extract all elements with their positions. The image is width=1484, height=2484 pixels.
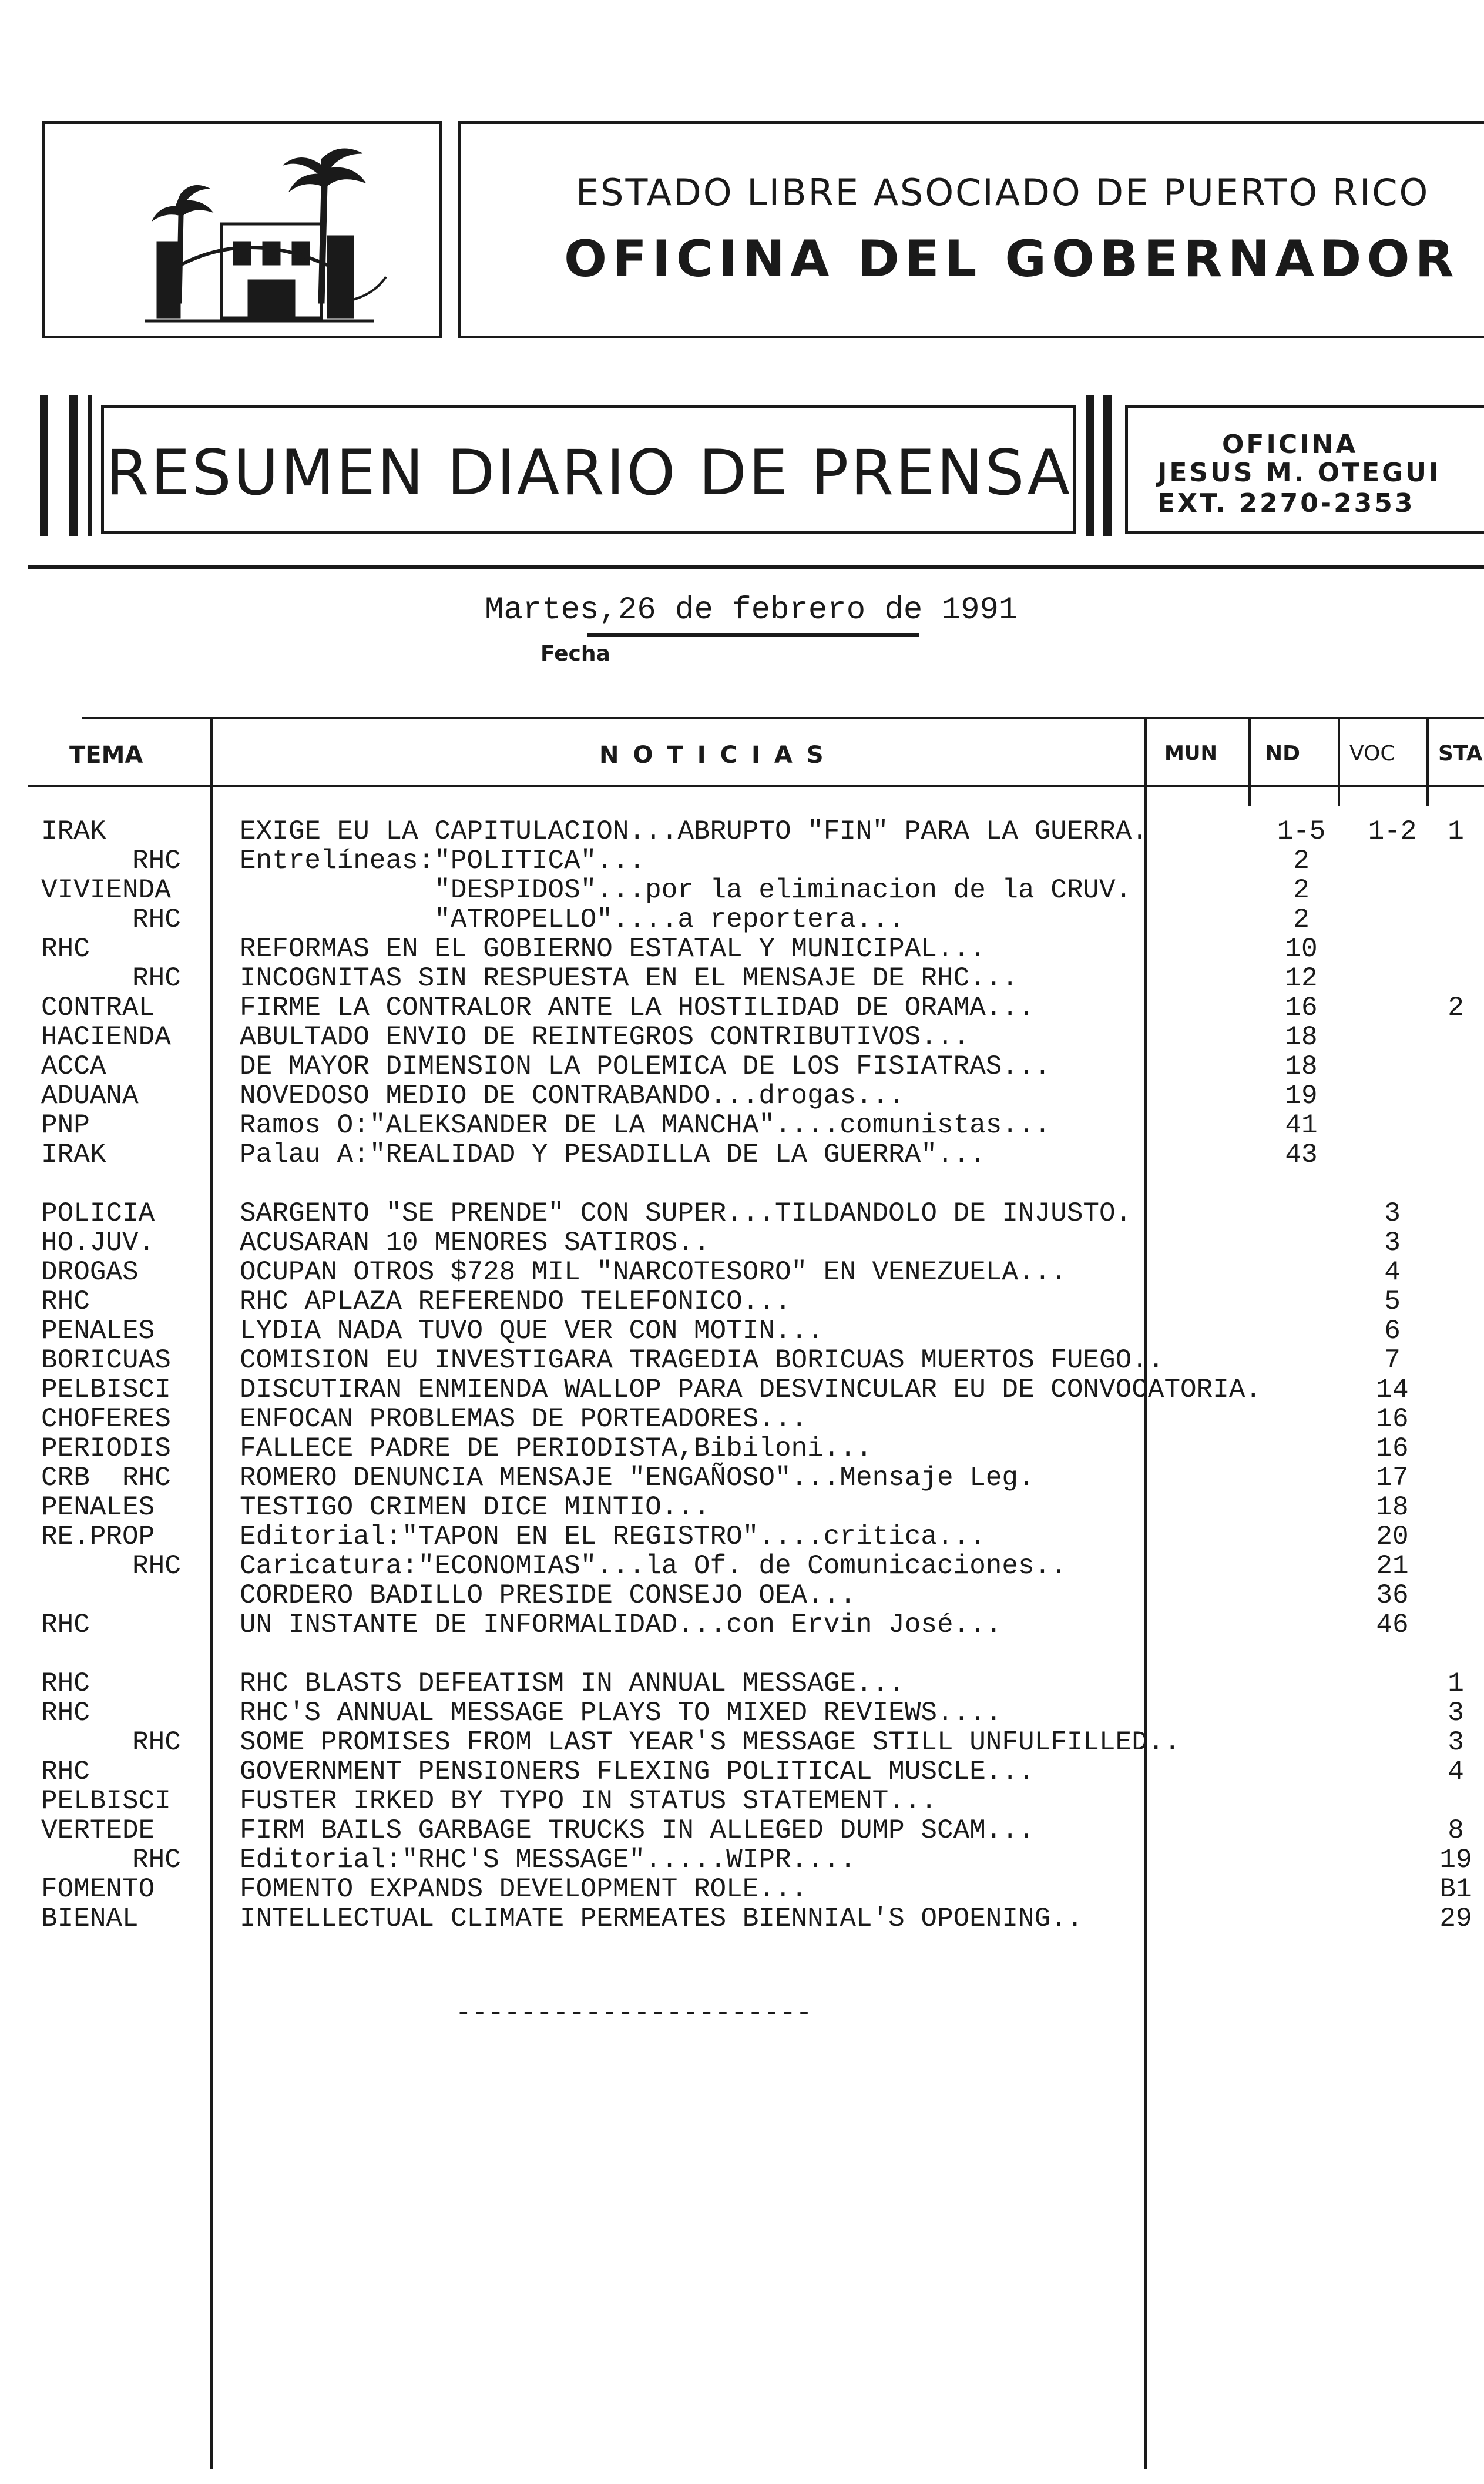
row-star-page: 3 bbox=[1448, 1727, 1464, 1758]
row-headline: FIRME LA CONTRALOR ANTE LA HOSTILIDAD DE ORAMA... bbox=[240, 993, 1035, 1023]
row-topic: RHC bbox=[41, 1610, 90, 1640]
table-row bbox=[0, 1052, 1484, 1081]
table-row bbox=[0, 1316, 1484, 1346]
row-topic: RHC bbox=[132, 1727, 181, 1758]
row-topic: PELBISCI bbox=[41, 1786, 171, 1816]
voc-column-divider bbox=[1426, 718, 1429, 806]
row-voc-page: 6 bbox=[1384, 1316, 1401, 1346]
table-row bbox=[0, 1463, 1484, 1493]
banner-bar-right-2 bbox=[1103, 395, 1112, 536]
press-summary-banner bbox=[101, 405, 1076, 534]
contact-office: OFICINA bbox=[1222, 430, 1358, 460]
table-row bbox=[0, 876, 1484, 905]
row-nd-page: 1-5 bbox=[1277, 816, 1326, 847]
row-topic: RHC bbox=[132, 1551, 181, 1581]
end-of-list-rule: ---------------------- bbox=[455, 1998, 812, 2029]
table-row bbox=[0, 1493, 1484, 1522]
row-topic: VERTEDE bbox=[41, 1815, 155, 1846]
row-headline: FALLECE PADRE DE PERIODISTA,Bibiloni... bbox=[240, 1433, 872, 1464]
row-topic: CONTRAL bbox=[41, 993, 155, 1023]
table-row bbox=[0, 905, 1484, 934]
row-star-page: 1 bbox=[1448, 1668, 1464, 1699]
row-voc-page: 21 bbox=[1376, 1551, 1409, 1581]
row-headline: ROMERO DENUNCIA MENSAJE "ENGAÑOSO"...Mensaje Leg. bbox=[240, 1463, 1035, 1493]
row-headline: COMISION EU INVESTIGARA TRAGEDIA BORICUAS MUERTOS FUEGO.. bbox=[240, 1345, 1164, 1376]
row-nd-page: 18 bbox=[1285, 1051, 1318, 1082]
row-headline: FIRM BAILS GARBAGE TRUCKS IN ALLEGED DUMP SCAM... bbox=[240, 1815, 1035, 1846]
row-headline: "ATROPELLO"....a reportera... bbox=[240, 904, 905, 935]
row-headline: FOMENTO EXPANDS DEVELOPMENT ROLE... bbox=[240, 1874, 808, 1905]
commonwealth-name: ESTADO LIBRE ASOCIADO DE PUERTO RICO bbox=[576, 171, 1430, 214]
row-topic: RHC bbox=[41, 1756, 90, 1787]
contact-extension: EXT. 2270-2353 bbox=[1157, 488, 1415, 518]
row-headline: EXIGE EU LA CAPITULACION...ABRUPTO "FIN" PARA LA GUERRA. bbox=[240, 816, 1148, 847]
row-topic: RHC bbox=[41, 1698, 90, 1728]
row-voc-page: 14 bbox=[1376, 1375, 1409, 1405]
letterhead-title-box bbox=[458, 121, 1484, 338]
report-date: Martes,26 de febrero de 1991 bbox=[485, 592, 1018, 628]
row-voc-page: 3 bbox=[1384, 1228, 1401, 1258]
table-row bbox=[0, 817, 1484, 846]
table-row bbox=[0, 1111, 1484, 1140]
banner-bar-left-3 bbox=[88, 395, 92, 536]
table-row bbox=[0, 1287, 1484, 1316]
row-topic: HO.JUV. bbox=[41, 1228, 155, 1258]
table-row bbox=[0, 1816, 1484, 1845]
table-row bbox=[0, 1228, 1484, 1258]
row-voc-page: 17 bbox=[1376, 1463, 1409, 1493]
row-headline: ABULTADO ENVIO DE REINTEGROS CONTRIBUTIVOS... bbox=[240, 1022, 970, 1052]
row-headline: OCUPAN OTROS $728 MIL "NARCOTESORO" EN VENEZUELA... bbox=[240, 1257, 1067, 1288]
row-topic: PENALES bbox=[41, 1316, 155, 1346]
table-row bbox=[0, 1845, 1484, 1875]
row-nd-page: 2 bbox=[1293, 846, 1310, 876]
row-headline: INCOGNITAS SIN RESPUESTA EN EL MENSAJE DE RHC... bbox=[240, 963, 1019, 994]
row-headline: GOVERNMENT PENSIONERS FLEXING POLITICAL MUSCLE... bbox=[240, 1756, 1035, 1787]
row-topic: CRB RHC bbox=[41, 1463, 171, 1493]
row-headline: SARGENTO "SE PRENDE" CON SUPER...TILDANDOLO DE INJUSTO. bbox=[240, 1198, 1132, 1229]
table-row bbox=[0, 1023, 1484, 1052]
table-row bbox=[0, 1434, 1484, 1463]
table-row bbox=[0, 1875, 1484, 1904]
table-row bbox=[0, 934, 1484, 964]
row-headline: ACUSARAN 10 MENORES SATIROS.. bbox=[240, 1228, 710, 1258]
governor-office-title: OFICINA DEL GOBERNADOR bbox=[564, 230, 1459, 289]
table-row bbox=[0, 1404, 1484, 1434]
row-voc-page: 46 bbox=[1376, 1610, 1409, 1640]
table-row bbox=[0, 1081, 1484, 1111]
mansion-illustration-icon bbox=[45, 124, 439, 336]
row-topic: RHC bbox=[132, 846, 181, 876]
row-headline: TESTIGO CRIMEN DICE MINTIO... bbox=[240, 1492, 710, 1523]
row-star-page: 3 bbox=[1448, 1698, 1464, 1728]
table-row bbox=[0, 1522, 1484, 1551]
header-voc: VOC bbox=[1349, 742, 1395, 766]
row-topic: PNP bbox=[41, 1110, 90, 1141]
header-noticias: NOTICIAS bbox=[599, 742, 838, 769]
row-topic: PENALES bbox=[41, 1492, 155, 1523]
row-voc-page: 20 bbox=[1376, 1521, 1409, 1552]
contact-box bbox=[1125, 405, 1484, 534]
row-nd-page: 19 bbox=[1285, 1081, 1318, 1111]
row-voc-page: 18 bbox=[1376, 1492, 1409, 1523]
row-voc-page: 7 bbox=[1384, 1345, 1401, 1376]
row-headline: FUSTER IRKED BY TYPO IN STATUS STATEMENT... bbox=[240, 1786, 937, 1816]
row-nd-page: 18 bbox=[1285, 1022, 1318, 1052]
banner-bar-right-1 bbox=[1086, 395, 1094, 536]
governor-mansion-logo bbox=[42, 121, 442, 338]
table-row bbox=[0, 846, 1484, 876]
row-topic: RHC bbox=[132, 963, 181, 994]
row-star-page: B1 bbox=[1439, 1874, 1472, 1905]
row-nd-page: 16 bbox=[1285, 993, 1318, 1023]
table-row bbox=[0, 1375, 1484, 1404]
header-nd: ND bbox=[1265, 742, 1301, 766]
table-row bbox=[0, 1904, 1484, 1933]
row-headline: Caricatura:"ECONOMIAS"...la Of. de Comunicaciones.. bbox=[240, 1551, 1067, 1581]
row-headline: RHC BLASTS DEFEATISM IN ANNUAL MESSAGE... bbox=[240, 1668, 905, 1699]
header-mun: MUN bbox=[1164, 742, 1217, 765]
row-nd-page: 10 bbox=[1285, 934, 1318, 964]
row-topic: FOMENTO bbox=[41, 1874, 155, 1905]
row-star-page: 19 bbox=[1439, 1845, 1472, 1875]
table-top-rule bbox=[82, 717, 1484, 719]
row-topic: BORICUAS bbox=[41, 1345, 171, 1376]
header-divider bbox=[28, 565, 1484, 569]
row-voc-page: 36 bbox=[1376, 1580, 1409, 1611]
contact-name: JESUS M. OTEGUI bbox=[1157, 458, 1441, 488]
row-headline: UN INSTANTE DE INFORMALIDAD...con Ervin José... bbox=[240, 1610, 1002, 1640]
row-topic: VIVIENDA bbox=[41, 875, 171, 906]
row-star-page: 2 bbox=[1448, 993, 1464, 1023]
table-row bbox=[0, 1199, 1484, 1228]
row-voc-page: 5 bbox=[1384, 1286, 1401, 1317]
table-row bbox=[0, 1346, 1484, 1375]
row-topic: RHC bbox=[132, 1845, 181, 1875]
date-label: Fecha bbox=[540, 642, 610, 666]
row-topic: BIENAL bbox=[41, 1903, 139, 1934]
row-topic: ACCA bbox=[41, 1051, 106, 1082]
nd-column-divider bbox=[1338, 718, 1340, 806]
row-headline: SOME PROMISES FROM LAST YEAR'S MESSAGE STILL UNFULFILLED.. bbox=[240, 1727, 1181, 1758]
row-topic: RHC bbox=[41, 934, 90, 964]
row-topic: DROGAS bbox=[41, 1257, 139, 1288]
table-header-rule bbox=[28, 785, 1484, 787]
table-row bbox=[0, 1581, 1484, 1610]
press-summary-title: RESUMEN DIARIO DE PRENSA bbox=[105, 437, 1072, 509]
row-headline: Palau A:"REALIDAD Y PESADILLA DE LA GUERRA"... bbox=[240, 1139, 986, 1170]
row-nd-page: 43 bbox=[1285, 1139, 1318, 1170]
row-topic: RHC bbox=[41, 1286, 90, 1317]
row-headline: LYDIA NADA TUVO QUE VER CON MOTIN... bbox=[240, 1316, 824, 1346]
table-row bbox=[0, 1669, 1484, 1698]
row-nd-page: 41 bbox=[1285, 1110, 1318, 1141]
row-star-page: 4 bbox=[1448, 1756, 1464, 1787]
row-star-page: 29 bbox=[1439, 1903, 1472, 1934]
mun-column-divider bbox=[1248, 718, 1251, 806]
table-row bbox=[0, 1698, 1484, 1728]
row-topic: PELBISCI bbox=[41, 1375, 171, 1405]
row-voc-page: 16 bbox=[1376, 1433, 1409, 1464]
row-headline: Editorial:"RHC'S MESSAGE".....WIPR.... bbox=[240, 1845, 856, 1875]
table-row bbox=[0, 1258, 1484, 1287]
row-voc-page: 16 bbox=[1376, 1404, 1409, 1434]
row-headline: ENFOCAN PROBLEMAS DE PORTEADORES... bbox=[240, 1404, 808, 1434]
table-row bbox=[0, 993, 1484, 1023]
row-nd-page: 2 bbox=[1293, 904, 1310, 935]
row-topic: ADUANA bbox=[41, 1081, 139, 1111]
row-headline: "DESPIDOS"...por la eliminacion de la CRUV. bbox=[240, 875, 1132, 906]
row-star-page: 8 bbox=[1448, 1815, 1464, 1846]
row-headline: Ramos O:"ALEKSANDER DE LA MANCHA"....comunistas... bbox=[240, 1110, 1051, 1141]
row-voc-page: 3 bbox=[1384, 1198, 1401, 1229]
row-headline: Editorial:"TAPON EN EL REGISTRO"....critica... bbox=[240, 1521, 986, 1552]
row-nd-page: 12 bbox=[1285, 963, 1318, 994]
banner-bar-left-2 bbox=[69, 395, 78, 536]
header-sta: STA bbox=[1438, 742, 1483, 766]
table-row bbox=[0, 1728, 1484, 1757]
row-headline: RHC APLAZA REFERENDO TELEFONICO... bbox=[240, 1286, 791, 1317]
date-underline bbox=[587, 633, 919, 637]
table-row bbox=[0, 1786, 1484, 1816]
table-row bbox=[0, 1610, 1484, 1640]
row-topic: RHC bbox=[132, 904, 181, 935]
row-nd-page: 2 bbox=[1293, 875, 1310, 906]
row-topic: CHOFERES bbox=[41, 1404, 171, 1434]
banner-bar-left-1 bbox=[40, 395, 48, 536]
header-tema: TEMA bbox=[69, 742, 143, 769]
row-topic: IRAK bbox=[41, 816, 106, 847]
row-headline: RHC'S ANNUAL MESSAGE PLAYS TO MIXED REVIEWS.... bbox=[240, 1698, 1002, 1728]
row-topic: RHC bbox=[41, 1668, 90, 1699]
row-headline: Entrelíneas:"POLITICA"... bbox=[240, 846, 646, 876]
table-row bbox=[0, 1757, 1484, 1786]
row-headline: INTELLECTUAL CLIMATE PERMEATES BIENNIAL'S OPOENING.. bbox=[240, 1903, 1083, 1934]
row-headline: NOVEDOSO MEDIO DE CONTRABANDO...drogas... bbox=[240, 1081, 905, 1111]
row-voc-page: 1-2 bbox=[1368, 816, 1417, 847]
row-topic: HACIENDA bbox=[41, 1022, 171, 1052]
row-headline: CORDERO BADILLO PRESIDE CONSEJO OEA... bbox=[240, 1580, 856, 1611]
row-headline: DISCUTIRAN ENMIENDA WALLOP PARA DESVINCULAR EU DE CONVOCATORIA. bbox=[240, 1375, 1262, 1405]
table-row bbox=[0, 964, 1484, 993]
table-row bbox=[0, 1551, 1484, 1581]
row-voc-page: 4 bbox=[1384, 1257, 1401, 1288]
table-row bbox=[0, 1140, 1484, 1169]
row-topic: PERIODIS bbox=[41, 1433, 171, 1464]
row-topic: POLICIA bbox=[41, 1198, 155, 1229]
row-topic: IRAK bbox=[41, 1139, 106, 1170]
row-headline: REFORMAS EN EL GOBIERNO ESTATAL Y MUNICIPAL... bbox=[240, 934, 986, 964]
row-star-page: 1 bbox=[1448, 816, 1464, 847]
row-headline: DE MAYOR DIMENSION LA POLEMICA DE LOS FISIATRAS... bbox=[240, 1051, 1051, 1082]
row-topic: RE.PROP bbox=[41, 1521, 155, 1552]
